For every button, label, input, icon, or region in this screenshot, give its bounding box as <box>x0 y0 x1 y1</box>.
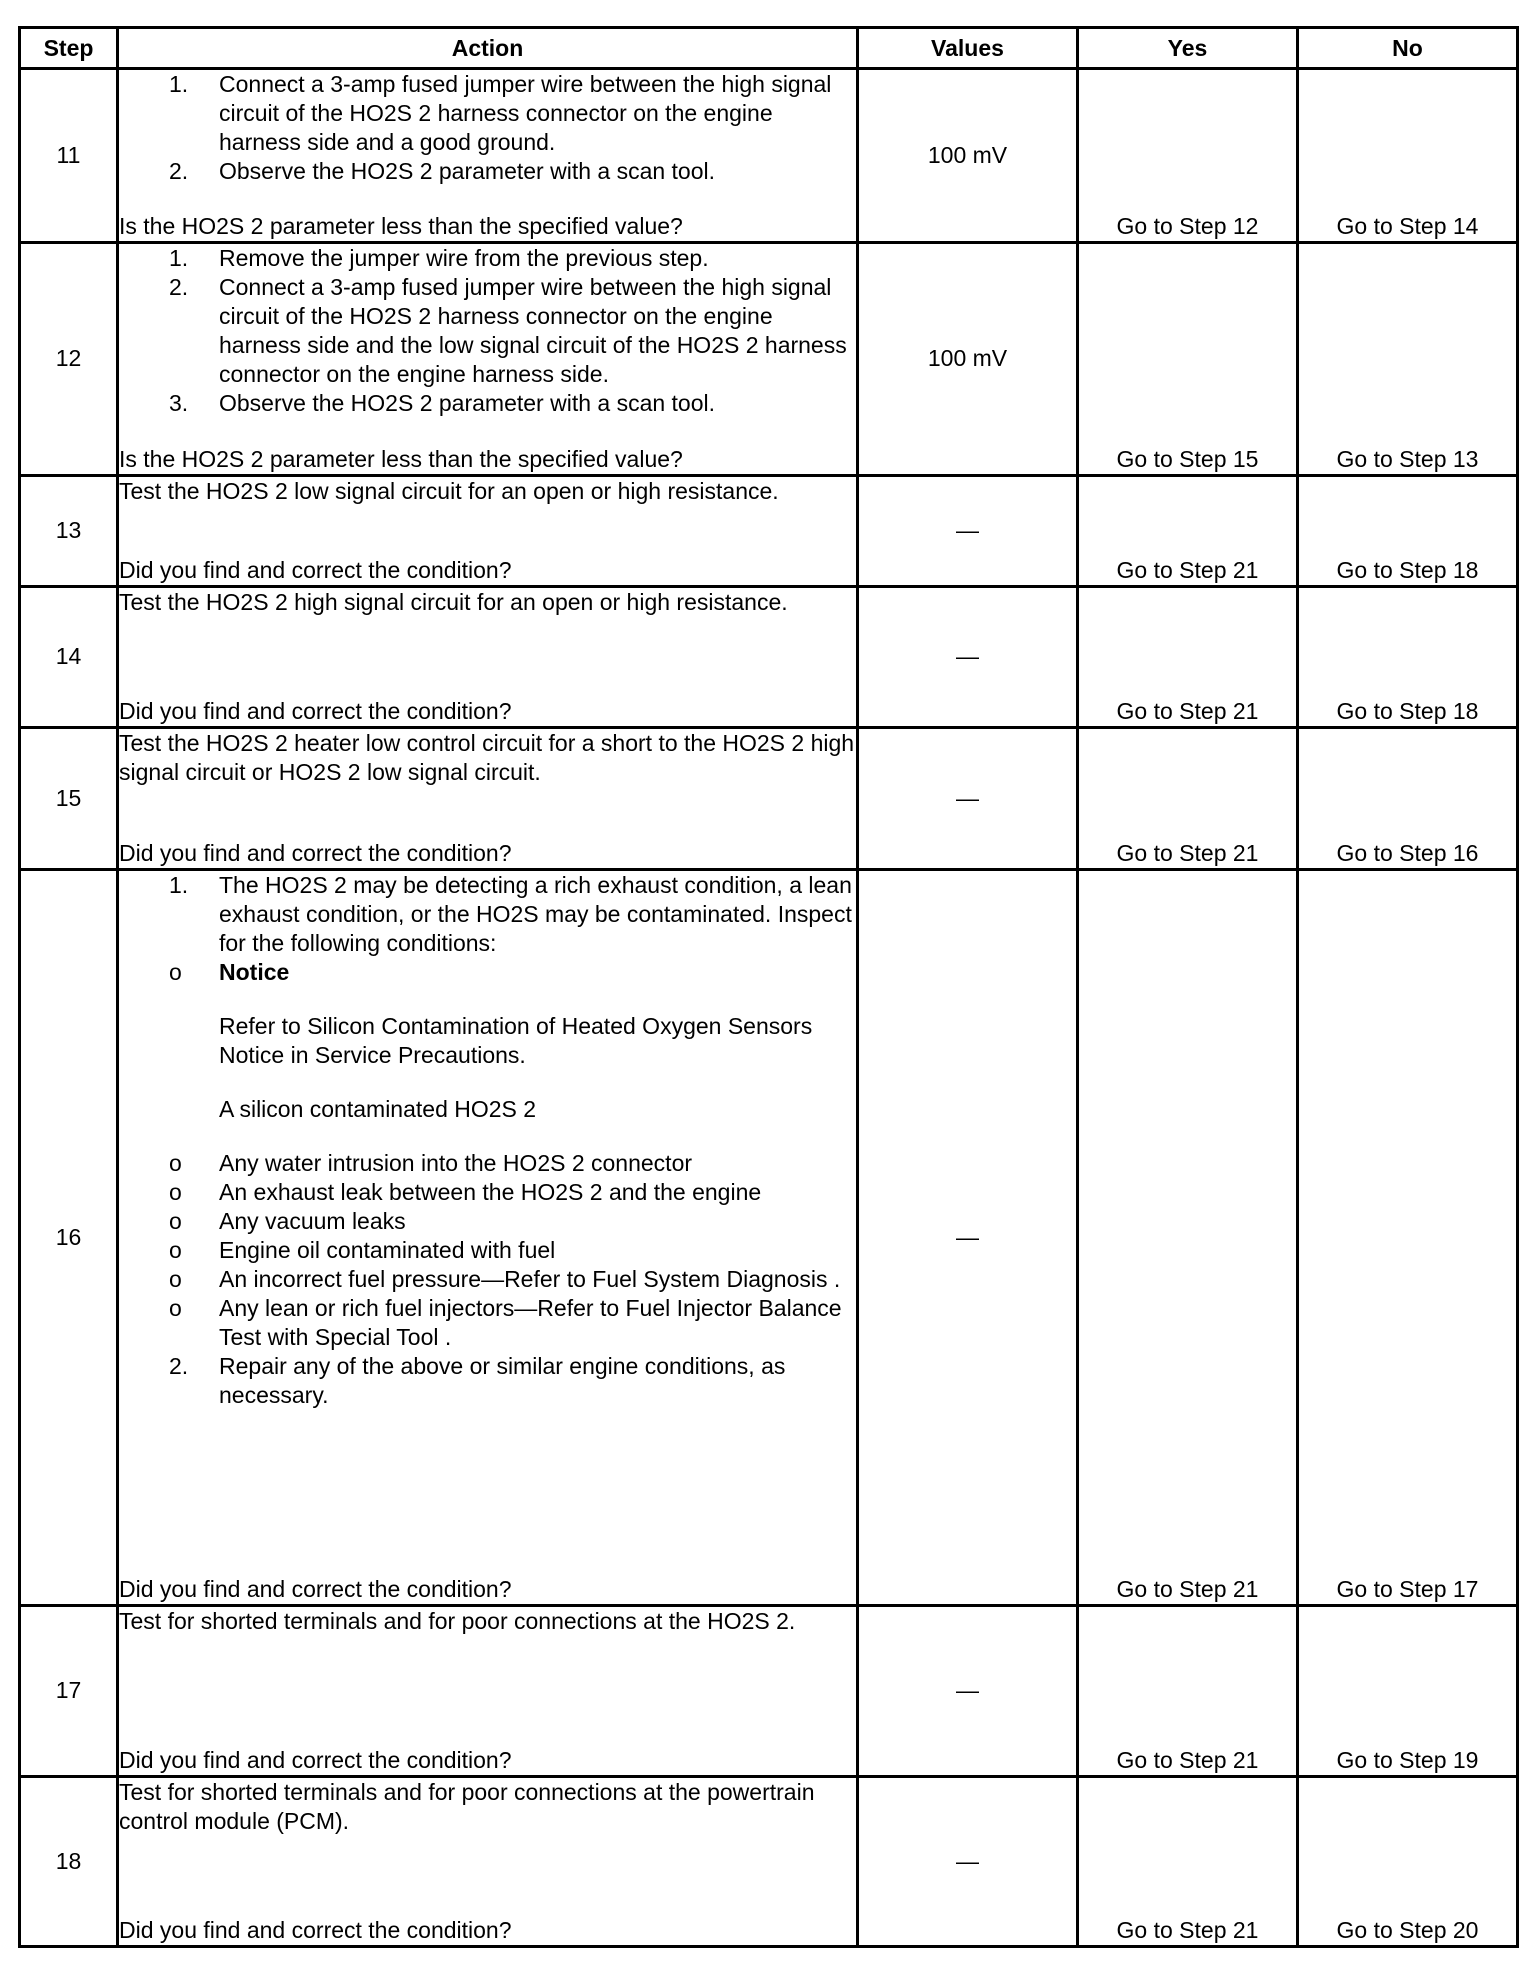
notice-body: Refer to Silicon Contamination of Heated Oxygen Sensors Notice in Service Precautions. <box>219 1012 813 1068</box>
table-row-step-17 <box>20 1606 1518 1776</box>
header-no: No <box>1298 28 1518 69</box>
yes-link[interactable]: Go to Step 21 <box>1078 1606 1298 1776</box>
header-row <box>20 28 1518 69</box>
yes-link[interactable]: Go to Step 15 <box>1078 242 1298 475</box>
bullet-icon: o <box>169 1149 182 1176</box>
notice-item <box>119 958 856 1124</box>
no-link[interactable]: Go to Step 13 <box>1298 242 1518 475</box>
list-item: 1. Connect a 3-amp fused jumper wire between the high signal circuit of the HO2S 2 harness connector on the engine harness side and a good ground. <box>169 71 832 155</box>
list-item-text: An incorrect fuel pressure—Refer to Fuel System Diagnosis . <box>219 1265 841 1292</box>
value-cell: — <box>858 1776 1078 1946</box>
action-cell <box>118 475 858 586</box>
value-cell: 100 mV <box>858 242 1078 475</box>
question-text: Did you find and correct the condition? <box>119 1917 512 1943</box>
list-item-text: Remove the jumper wire from the previous step. <box>219 244 709 271</box>
bullet-icon: o <box>169 1207 182 1234</box>
value-cell: — <box>858 728 1078 870</box>
step-number: 15 <box>20 728 118 870</box>
notice-title: Notice <box>219 958 290 985</box>
step-number: 12 <box>20 242 118 475</box>
header-yes: Yes <box>1078 28 1298 69</box>
list-item-text: Observe the HO2S 2 parameter with a scan tool. <box>219 158 716 184</box>
step-number: 14 <box>20 586 118 728</box>
list-item-text: The HO2S 2 may be detecting a rich exhaust condition, a lean exhaust condition, or the HO2S may be contaminated. Inspect for the following conditions: <box>219 871 852 956</box>
no-link[interactable]: Go to Step 20 <box>1298 1776 1518 1946</box>
action-steps <box>119 70 856 186</box>
yes-link[interactable]: Go to Step 21 <box>1078 1776 1298 1946</box>
value-cell: — <box>858 1606 1078 1776</box>
table-row-step-15 <box>20 728 1518 870</box>
table-row-step-11 <box>20 69 1518 243</box>
header-action: Action <box>118 28 858 69</box>
table-row-step-18 <box>20 1776 1518 1946</box>
step-number: 16 <box>20 869 118 1606</box>
diagnostic-table <box>18 26 1519 1948</box>
value-cell: — <box>858 869 1078 1606</box>
yes-link[interactable]: Go to Step 12 <box>1078 69 1298 243</box>
list-item: 1. Remove the jumper wire from the previous step. <box>169 244 709 271</box>
list-item-text: Any vacuum leaks <box>219 1207 406 1234</box>
step-number: 18 <box>20 1776 118 1946</box>
action-steps <box>119 871 856 1410</box>
condition-list <box>119 958 856 1352</box>
question-text: Did you find and correct the condition? <box>119 839 512 866</box>
list-item-text: Any water intrusion into the HO2S 2 connector <box>219 1149 693 1176</box>
action-text: Test the HO2S 2 low signal circuit for an open or high resistance. <box>119 477 779 504</box>
action-text: Test the HO2S 2 high signal circuit for an open or high resistance. <box>119 588 788 615</box>
yes-link[interactable]: Go to Step 21 <box>1078 586 1298 728</box>
list-item <box>119 1294 856 1352</box>
list-item: 3. Observe the HO2S 2 parameter with a scan tool. <box>169 389 716 416</box>
bullet-icon: o <box>169 958 182 985</box>
action-cell <box>118 586 858 728</box>
yes-link[interactable]: Go to Step 21 <box>1078 869 1298 1606</box>
no-link[interactable]: Go to Step 19 <box>1298 1606 1518 1776</box>
list-item: 2. Observe the HO2S 2 parameter with a scan tool. <box>169 158 716 184</box>
action-text: Test for shorted terminals and for poor connections at the powertrain control module (PCM). <box>119 1778 815 1834</box>
step-number: 13 <box>20 475 118 586</box>
table-row-step-16 <box>20 869 1518 1606</box>
table-row-step-12 <box>20 242 1518 475</box>
value-cell: — <box>858 586 1078 728</box>
yes-link[interactable]: Go to Step 21 <box>1078 475 1298 586</box>
list-item-text: An exhaust leak between the HO2S 2 and the engine <box>219 1178 762 1205</box>
no-link[interactable]: Go to Step 14 <box>1298 69 1518 243</box>
list-item <box>119 1178 856 1207</box>
question-text: Is the HO2S 2 parameter less than the specified value? <box>119 212 683 239</box>
list-item-text: Connect a 3-amp fused jumper wire between the high signal circuit of the HO2S 2 harness connector on the engine harness side and the low signal circuit of the HO2S 2 harness connector on the engine harness side. <box>219 273 847 387</box>
question-text: Did you find and correct the condition? <box>119 698 512 725</box>
action-cell <box>118 69 858 243</box>
list-item <box>119 1149 856 1178</box>
value-cell: 100 mV <box>858 69 1078 243</box>
action-text: Test for shorted terminals and for poor connections at the HO2S 2. <box>119 1608 796 1635</box>
action-cell <box>118 1606 858 1776</box>
no-link[interactable]: Go to Step 17 <box>1298 869 1518 1606</box>
value-cell: — <box>858 475 1078 586</box>
question-text: Did you find and correct the condition? <box>119 1576 512 1603</box>
question-text: Is the HO2S 2 parameter less than the specified value? <box>119 445 683 472</box>
no-link[interactable]: Go to Step 18 <box>1298 475 1518 586</box>
no-link[interactable]: Go to Step 16 <box>1298 728 1518 870</box>
list-item <box>119 1265 856 1294</box>
list-item-text: Observe the HO2S 2 parameter with a scan tool. <box>219 389 716 416</box>
bullet-icon: o <box>169 1265 182 1292</box>
action-steps <box>119 244 856 418</box>
question-text: Did you find and correct the condition? <box>119 1746 512 1773</box>
bullet-icon: o <box>169 1236 182 1263</box>
header-step: Step <box>20 28 118 69</box>
list-item-text: Engine oil contaminated with fuel <box>219 1236 556 1263</box>
list-item-text: Repair any of the above or similar engine conditions, as necessary. <box>219 1352 786 1408</box>
bullet-icon: o <box>169 1178 182 1205</box>
list-item: 2. Connect a 3-amp fused jumper wire between the high signal circuit of the HO2S 2 harness connector on the engine harness side and the low signal circuit of the HO2S 2 harness connector on the engine harness side. <box>169 273 847 387</box>
table-row-step-14 <box>20 586 1518 728</box>
bullet-icon: o <box>169 1294 182 1321</box>
action-cell <box>118 242 858 475</box>
table-row-step-13 <box>20 475 1518 586</box>
step-number: 17 <box>20 1606 118 1776</box>
step-number: 11 <box>20 69 118 243</box>
yes-link[interactable]: Go to Step 21 <box>1078 728 1298 870</box>
list-item <box>119 1207 856 1236</box>
list-item-text: Connect a 3-amp fused jumper wire between the high signal circuit of the HO2S 2 harness connector on the engine harness side and a good ground. <box>219 71 832 155</box>
question-text: Did you find and correct the condition? <box>119 556 512 583</box>
list-item <box>119 1236 856 1265</box>
action-cell <box>118 728 858 870</box>
action-text: Test the HO2S 2 heater low control circuit for a short to the HO2S 2 high signal circuit or HO2S 2 low signal circuit. <box>119 730 855 786</box>
notice-subtext: A silicon contaminated HO2S 2 <box>219 1095 537 1122</box>
action-cell <box>118 869 858 1606</box>
list-item: 2. Repair any of the above or similar engine conditions, as necessary. <box>169 1352 786 1408</box>
header-values: Values <box>858 28 1078 69</box>
list-item: 1. The HO2S 2 may be detecting a rich exhaust condition, a lean exhaust condition, or the HO2S may be contaminated. Inspect for the following conditions: o Notice Refer to Silicon Contamination of Heated Oxygen Sensors Notice in Service Precautions. A silicon contaminated HO2S 2 o Any water intrusion into the HO2S 2 connector o An exhaust leak between the HO2S 2 and the engine o Any vacuum leaks o Engine oil contaminated with fuel o An incorrect fuel pressure—Refer to Fuel System Diagnosis . o Any lean or rich fuel injectors—Refer to Fuel Injector Balance Test with Special Tool . <box>119 871 856 1352</box>
no-link[interactable]: Go to Step 18 <box>1298 586 1518 728</box>
list-item-text: Any lean or rich fuel injectors—Refer to Fuel Injector Balance Test with Special Tool . <box>219 1294 842 1350</box>
action-cell <box>118 1776 858 1946</box>
